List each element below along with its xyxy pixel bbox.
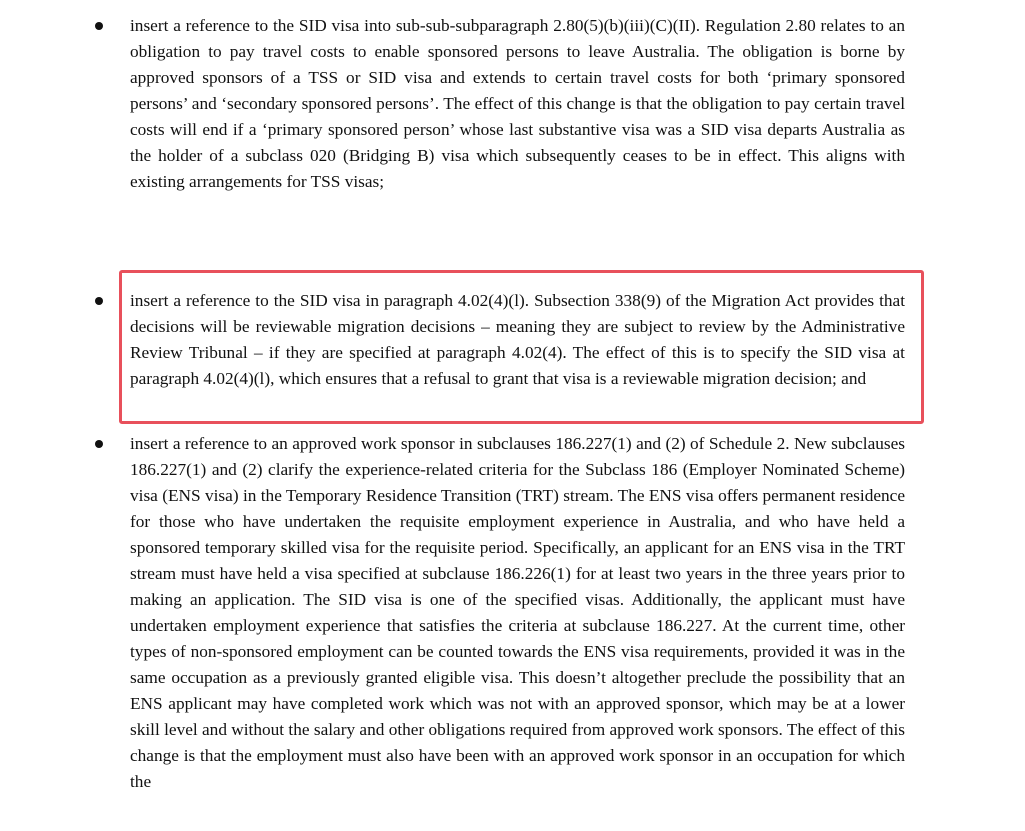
bullet-dot-icon [95,297,103,305]
bullet-text: insert a reference to an approved work sponsor in subclauses 186.227(1) and (2) of Schedule 2. New subclauses 186.227(1) and (2) clarify the experience-related criteria for the Subclass 186 (Employer Nominated Scheme) visa (ENS visa) in the Temporary Residence Transition (TRT) stream. The ENS visa offers permanent residence for those who have undertaken the requisite employment experience in Australia, and who have held a sponsored temporary skilled visa for the requisite period. Specifically, an applicant for an ENS visa in the TRT stream must have held a visa specified at subclause 186.226(1) for at least two years in the three years prior to making an application. The SID visa is one of the specified visas. Additionally, the applicant must have undertaken employment experience that satisfies the criteria at subclause 186.227. At the current time, other types of non-sponsored employment can be counted towards the ENS visa requirements, provided it was in the same occupation as a previously granted eligible visa. This doesn’t altogether preclude the possibility that an ENS applicant may have completed work which was not with an approved sponsor, which may be at a lower skill level and without the salary and other obligations required from approved work sponsors. The effect of this change is that the employment must also have been with an approved work sponsor in an occupation for which the [130,434,905,791]
bullet-text: insert a reference to the SID visa into sub-sub-subparagraph 2.80(5)(b)(iii)(C)(II). Regulation 2.80 relates to an obligation to pay travel costs to enable sponsored persons to leave Australia. The obligation is borne by approved sponsors of a TSS or SID visa and extends to certain travel costs for both ‘primary sponsored persons’ and ‘secondary sponsored persons’. The effect of this change is that the obligation to pay certain travel costs will end if a ‘primary sponsored person’ whose last substantive visa was a SID visa departs Australia as the holder of a subclass 020 (Bridging B) visa which subsequently ceases to be in effect. This aligns with existing arrangements for TSS visas; [130,16,905,191]
bullet-dot-icon [95,22,103,30]
bullet-text: insert a reference to the SID visa in paragraph 4.02(4)(l). Subsection 338(9) of the Migration Act provides that decisions will be reviewable migration decisions – meaning they are subject to review by the Administrative Review Tribunal – if they are specified at paragraph 4.02(4). The effect of this is to specify the SID visa at paragraph 4.02(4)(l), which ensures that a refusal to grant that visa is a reviewable migration decision; and [130,291,905,388]
bullet-dot-icon [95,440,103,448]
bullet-item-travel-costs [0,13,1025,271]
bullet-item-reviewable-decision [0,288,1025,418]
bullet-item-approved-work-sponsor [0,431,1025,831]
